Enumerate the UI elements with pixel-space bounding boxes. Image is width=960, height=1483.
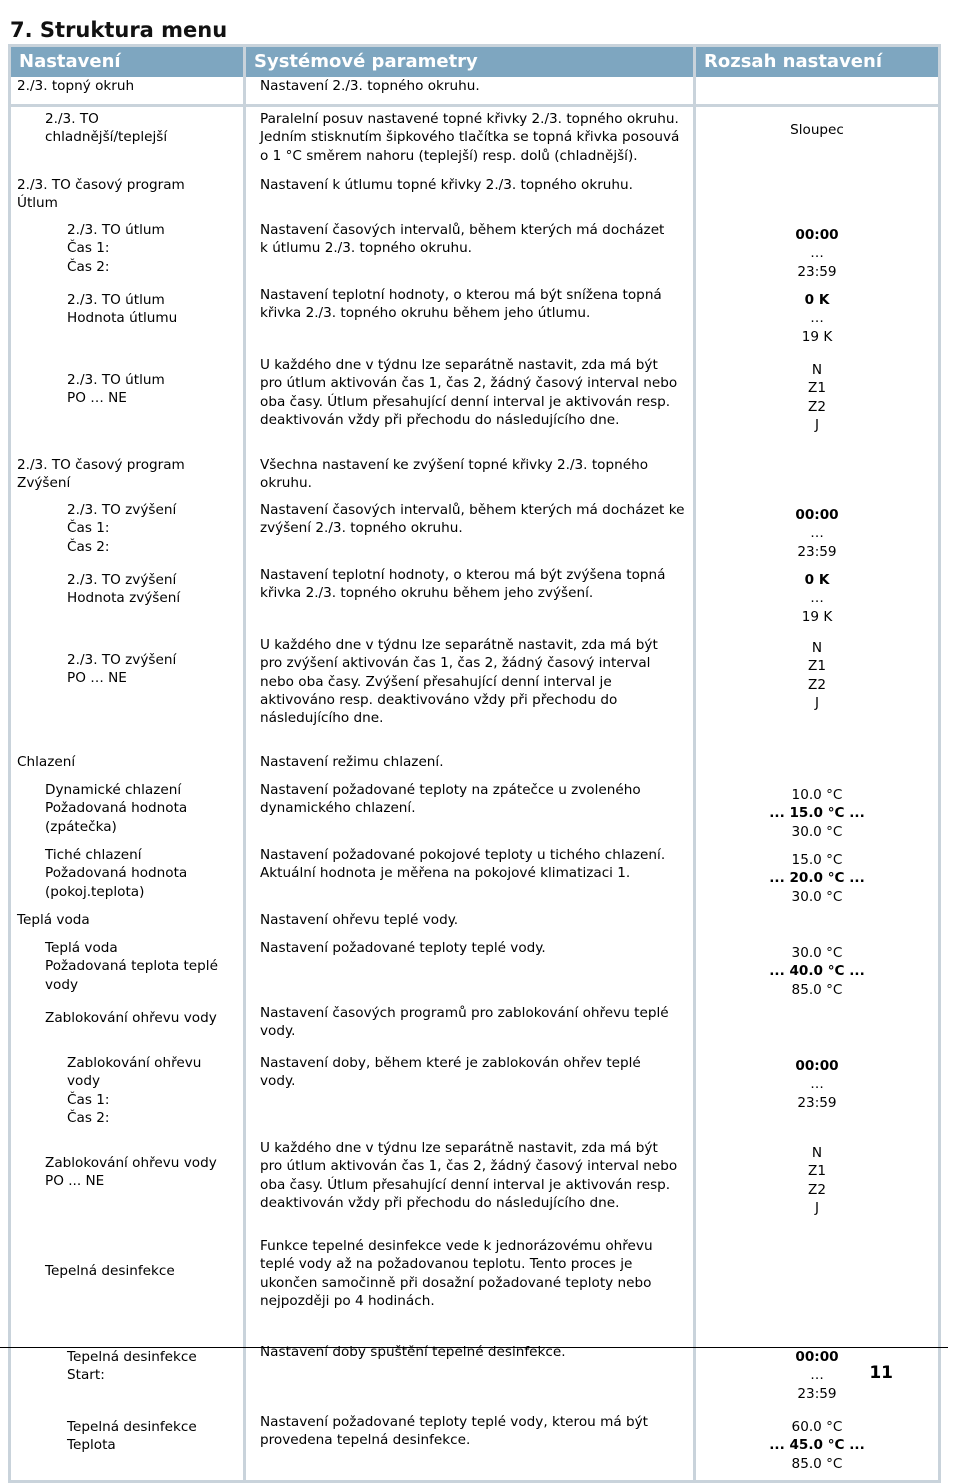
description-line: Nastavení 2./3. topného okruhu. bbox=[260, 78, 480, 94]
setting-cell bbox=[11, 936, 246, 1001]
range-cell bbox=[696, 1234, 938, 1340]
setting-cell bbox=[11, 750, 246, 778]
setting-label: Požadovaná hodnota bbox=[45, 865, 188, 882]
setting-label: 2./3. TO zvýšení bbox=[67, 502, 177, 518]
description-line: U každého dne v týdnu lze separátně nastavit, zda má být bbox=[260, 357, 658, 373]
parameter-description bbox=[246, 750, 696, 778]
description-line: teplé vody až na požadovanou teplotu. Tento proces je bbox=[260, 1256, 633, 1273]
description-line: Paralelní posuv nastavené topné křivky 2./3. topného okruhu. bbox=[260, 111, 679, 127]
table-row bbox=[11, 453, 938, 498]
description-line: nebo oba časy. Zvýšení přesahující denní interval je bbox=[260, 673, 612, 690]
setting-label: Teplota bbox=[67, 1437, 116, 1454]
description-line: oba časy. Útlum přesahující denní interval je aktivován resp. bbox=[260, 1176, 671, 1193]
description-line: ukončen samočinně při dosažní požadované teploty nebo bbox=[260, 1274, 652, 1291]
description-line: Aktuální hodnota je měřena na pokojové klimatizaci 1. bbox=[260, 865, 631, 882]
setting-label: Hodnota zvýšení bbox=[67, 590, 181, 607]
range-cell bbox=[696, 563, 938, 633]
description-line: Nastavení teplotní hodnoty, o kterou má být snížena topná bbox=[260, 287, 662, 303]
setting-cell bbox=[11, 1340, 246, 1410]
range-value: … bbox=[810, 245, 824, 262]
range-value: … bbox=[810, 590, 824, 607]
range-value: ... 15.0 °C ... bbox=[769, 805, 865, 822]
setting-label: chladnější/teplejší bbox=[45, 129, 168, 146]
setting-label: Teplá voda bbox=[45, 940, 118, 956]
parameter-description bbox=[246, 1136, 696, 1234]
table-row bbox=[11, 283, 938, 353]
table-row bbox=[11, 843, 938, 908]
setting-label: Požadovaná hodnota bbox=[45, 800, 188, 817]
description-line: deaktivován vždy při přechodu do následujícího dne. bbox=[260, 412, 620, 429]
setting-label: vody bbox=[67, 1073, 101, 1090]
description-line: Nastavení požadované teploty teplé vody, kterou má být bbox=[260, 1414, 648, 1430]
range-cell bbox=[696, 1136, 938, 1234]
setting-cell bbox=[11, 1001, 246, 1051]
description-line: vody. bbox=[260, 1073, 296, 1090]
description-line: pro útlum aktivován čas 1, čas 2, žádný časový interval nebo bbox=[260, 375, 678, 392]
range-value: N bbox=[811, 640, 823, 656]
setting-label: Zablokování ohřevu vody bbox=[45, 1010, 217, 1026]
range-cell bbox=[696, 218, 938, 283]
setting-label: Start: bbox=[67, 1367, 105, 1384]
setting-label: Zvýšení bbox=[17, 475, 71, 492]
range-value: 23:59 bbox=[797, 1385, 837, 1402]
range-value: … bbox=[810, 1076, 824, 1093]
range-value: 30.0 °C bbox=[791, 823, 843, 840]
range-value: Z1 bbox=[808, 380, 826, 397]
range-value: 00:00 bbox=[795, 227, 839, 243]
setting-cell bbox=[11, 77, 246, 107]
range-cell bbox=[696, 353, 938, 453]
description-line: Nastavení požadované pokojové teploty u tichého chlazení. bbox=[260, 847, 666, 863]
range-value: 23:59 bbox=[797, 543, 837, 560]
setting-label: Čas 1: bbox=[67, 1091, 110, 1108]
range-cell bbox=[696, 908, 938, 936]
parameter-description bbox=[246, 1051, 696, 1136]
setting-cell bbox=[11, 1234, 246, 1340]
range-cell bbox=[696, 633, 938, 750]
description-line: okruhu. bbox=[260, 475, 312, 492]
range-cell bbox=[696, 77, 938, 107]
setting-cell bbox=[11, 563, 246, 633]
setting-cell bbox=[11, 498, 246, 563]
setting-cell bbox=[11, 283, 246, 353]
table-row bbox=[11, 633, 938, 750]
setting-cell bbox=[11, 218, 246, 283]
setting-label: 2./3. TO bbox=[45, 111, 99, 127]
range-value: … bbox=[810, 525, 824, 542]
parameter-description bbox=[246, 843, 696, 908]
range-value: 0 K bbox=[804, 572, 830, 588]
range-cell bbox=[696, 498, 938, 563]
range-value: ... 40.0 °C ... bbox=[769, 963, 865, 980]
description-line: pro zvýšení aktivován čas 1, čas 2, žádný časový interval bbox=[260, 655, 651, 672]
table-row bbox=[11, 1136, 938, 1234]
range-value: … bbox=[810, 310, 824, 327]
setting-label: PO … NE bbox=[67, 390, 127, 407]
footer-rule bbox=[0, 1347, 948, 1348]
setting-cell bbox=[11, 173, 246, 218]
range-value: Z2 bbox=[808, 676, 826, 693]
range-value: 85.0 °C bbox=[791, 1455, 843, 1472]
table-row bbox=[11, 563, 938, 633]
parameter-description bbox=[246, 498, 696, 563]
range-value: 30.0 °C bbox=[791, 888, 843, 905]
parameter-description bbox=[246, 1001, 696, 1051]
setting-label: 2./3. TO útlum bbox=[67, 222, 165, 238]
setting-label: Tepelná desinfekce bbox=[67, 1419, 197, 1435]
description-line: dynamického chlazení. bbox=[260, 800, 416, 817]
range-cell bbox=[696, 843, 938, 908]
setting-cell bbox=[11, 353, 246, 453]
table-row bbox=[11, 1410, 938, 1480]
range-value: 10.0 °C bbox=[791, 787, 843, 803]
setting-cell bbox=[11, 1136, 246, 1234]
range-cell bbox=[696, 1051, 938, 1136]
range-cell bbox=[696, 936, 938, 1001]
range-cell bbox=[696, 107, 938, 173]
setting-cell bbox=[11, 1051, 246, 1136]
column-header-setting: Nastavení bbox=[11, 47, 246, 77]
setting-label: 2./3. TO zvýšení bbox=[67, 652, 177, 668]
setting-label: 2./3. TO časový program bbox=[17, 177, 185, 193]
setting-label: Zablokování ohřevu vody bbox=[45, 1155, 217, 1171]
column-header-parameters: Systémové parametry bbox=[246, 47, 696, 77]
description-line: Nastavení ohřevu teplé vody. bbox=[260, 912, 459, 928]
description-line: Nastavení doby, během které je zablokován ohřev teplé bbox=[260, 1055, 641, 1071]
table-row bbox=[11, 353, 938, 453]
setting-label: 2./3. TO útlum bbox=[67, 372, 165, 388]
range-value: Z2 bbox=[808, 1181, 826, 1198]
setting-label: PO ... NE bbox=[45, 1173, 105, 1190]
setting-label: Čas 2: bbox=[67, 538, 110, 555]
description-line: vody. bbox=[260, 1023, 296, 1040]
range-cell bbox=[696, 1340, 938, 1410]
table-row bbox=[11, 498, 938, 563]
parameter-description bbox=[246, 107, 696, 173]
table-row bbox=[11, 1234, 938, 1340]
table-row bbox=[11, 778, 938, 843]
parameter-description bbox=[246, 353, 696, 453]
parameter-description bbox=[246, 633, 696, 750]
description-line: Nastavení požadované teploty na zpátečce u zvoleného bbox=[260, 782, 641, 798]
parameter-description bbox=[246, 283, 696, 353]
description-line: oba časy. Útlum přesahující denní interval je aktivován resp. bbox=[260, 393, 671, 410]
setting-label: 2./3. topný okruh bbox=[17, 78, 135, 94]
description-line: o 1 °C směrem nahoru (teplejší) resp. dolů (chladnější). bbox=[260, 147, 638, 164]
setting-label: Chlazení bbox=[17, 754, 76, 770]
description-line: U každého dne v týdnu lze separátně nastavit, zda má být bbox=[260, 637, 658, 653]
setting-label: 2./3. TO útlum bbox=[67, 292, 165, 308]
range-value: N bbox=[811, 1145, 823, 1161]
description-line: U každého dne v týdnu lze separátně nastavit, zda má být bbox=[260, 1140, 658, 1156]
setting-label: Teplá voda bbox=[17, 912, 90, 928]
range-cell bbox=[696, 173, 938, 218]
parameter-description bbox=[246, 908, 696, 936]
description-line: Nastavení časových intervalů, během kterých má docházet ke bbox=[260, 502, 685, 518]
range-value: … bbox=[810, 1367, 824, 1384]
table-row bbox=[11, 908, 938, 936]
description-line: Nastavení k útlumu topné křivky 2./3. topného okruhu. bbox=[260, 177, 633, 193]
description-line: Nastavení časových programů pro zablokování ohřevu teplé bbox=[260, 1005, 669, 1021]
range-cell bbox=[696, 1410, 938, 1480]
parameter-description bbox=[246, 936, 696, 1001]
range-value: N bbox=[811, 362, 823, 378]
range-value: 15.0 °C bbox=[791, 852, 843, 868]
setting-cell bbox=[11, 633, 246, 750]
parameter-description bbox=[246, 1340, 696, 1410]
range-value: 19 K bbox=[801, 328, 833, 345]
table-row bbox=[11, 107, 938, 173]
setting-cell bbox=[11, 107, 246, 173]
setting-cell bbox=[11, 908, 246, 936]
setting-label: (zpátečka) bbox=[45, 818, 117, 835]
setting-cell bbox=[11, 843, 246, 908]
description-line: Nastavení teplotní hodnoty, o kterou má být zvýšena topná bbox=[260, 567, 666, 583]
table-row bbox=[11, 1340, 938, 1410]
range-value: Z1 bbox=[808, 658, 826, 675]
range-value: 00:00 bbox=[795, 1349, 839, 1365]
description-line: nejpozději po 4 hodinách. bbox=[260, 1293, 435, 1310]
setting-label: Tepelná desinfekce bbox=[45, 1263, 175, 1279]
table-row bbox=[11, 1001, 938, 1051]
setting-label: Čas 1: bbox=[67, 520, 110, 537]
range-cell bbox=[696, 283, 938, 353]
setting-label: PO … NE bbox=[67, 670, 127, 687]
range-cell bbox=[696, 778, 938, 843]
range-cell bbox=[696, 453, 938, 498]
setting-label: Tiché chlazení bbox=[45, 847, 142, 863]
parameter-description bbox=[246, 218, 696, 283]
description-line: následujícího dne. bbox=[260, 710, 384, 727]
table-row bbox=[11, 936, 938, 1001]
parameter-description bbox=[246, 563, 696, 633]
table-row bbox=[11, 173, 938, 218]
column-header-range: Rozsah nastavení bbox=[696, 47, 938, 77]
range-value: J bbox=[814, 417, 819, 434]
setting-label: Čas 1: bbox=[67, 240, 110, 257]
setting-label: Čas 2: bbox=[67, 258, 110, 275]
setting-label: Zablokování ohřevu bbox=[67, 1055, 202, 1071]
table-header-row bbox=[11, 47, 938, 77]
description-line: zvýšení 2./3. topného okruhu. bbox=[260, 520, 463, 537]
description-line: Nastavení požadované teploty teplé vody. bbox=[260, 940, 546, 956]
parameter-description bbox=[246, 1410, 696, 1480]
setting-cell bbox=[11, 1410, 246, 1480]
setting-label: 2./3. TO zvýšení bbox=[67, 572, 177, 588]
range-value: 00:00 bbox=[795, 507, 839, 523]
range-value: ... 45.0 °C ... bbox=[769, 1437, 865, 1454]
table-row bbox=[11, 750, 938, 778]
range-value: 60.0 °C bbox=[791, 1419, 843, 1435]
description-line: deaktivován vždy při přechodu do následujícího dne. bbox=[260, 1195, 620, 1212]
setting-cell bbox=[11, 453, 246, 498]
parameter-description bbox=[246, 453, 696, 498]
description-line: k útlumu 2./3. topného okruhu. bbox=[260, 240, 473, 257]
range-value: 0 K bbox=[804, 292, 830, 308]
description-line: křivka 2./3. topného okruhu během jeho zvýšení. bbox=[260, 585, 594, 602]
range-value: 19 K bbox=[801, 608, 833, 625]
setting-label: 2./3. TO časový program bbox=[17, 457, 185, 473]
description-line: křivka 2./3. topného okruhu během jeho útlumu. bbox=[260, 305, 591, 322]
range-value: Sloupec bbox=[790, 122, 844, 138]
menu-structure-table bbox=[8, 44, 941, 1483]
page-title: 7. Struktura menu bbox=[10, 18, 228, 42]
range-value: J bbox=[814, 695, 819, 712]
description-line: provedena tepelná desinfekce. bbox=[260, 1432, 471, 1449]
table-row bbox=[11, 218, 938, 283]
range-value: ... 20.0 °C ... bbox=[769, 870, 865, 887]
range-value: 23:59 bbox=[797, 1094, 837, 1111]
description-line: Nastavení režimu chlazení. bbox=[260, 754, 444, 770]
page-number: 11 bbox=[869, 1363, 893, 1383]
description-line: Nastavení časových intervalů, během kterých má docházet bbox=[260, 222, 665, 238]
parameter-description bbox=[246, 173, 696, 218]
parameter-description bbox=[246, 77, 696, 107]
description-line: Funkce tepelné desinfekce vede k jednorázovému ohřevu bbox=[260, 1238, 653, 1254]
setting-label: Požadovaná teplota teplé bbox=[45, 958, 218, 975]
setting-label: Dynamické chlazení bbox=[45, 782, 182, 798]
parameter-description bbox=[246, 1234, 696, 1340]
range-value: J bbox=[814, 1200, 819, 1217]
setting-label: (pokoj.teplota) bbox=[45, 883, 145, 900]
setting-label: Hodnota útlumu bbox=[67, 310, 178, 327]
table-row bbox=[11, 77, 938, 107]
range-value: 00:00 bbox=[795, 1058, 839, 1074]
setting-label: Útlum bbox=[17, 195, 58, 212]
description-line: aktivováno resp. deaktivováno vždy při přechodu do bbox=[260, 692, 618, 709]
range-cell bbox=[696, 1001, 938, 1051]
range-value: 23:59 bbox=[797, 263, 837, 280]
range-value: Z2 bbox=[808, 398, 826, 415]
range-value: Z1 bbox=[808, 1163, 826, 1180]
parameter-description bbox=[246, 778, 696, 843]
range-value: 30.0 °C bbox=[791, 945, 843, 961]
setting-label: Tepelná desinfekce bbox=[67, 1349, 197, 1365]
setting-cell bbox=[11, 778, 246, 843]
description-line: pro útlum aktivován čas 1, čas 2, žádný časový interval nebo bbox=[260, 1158, 678, 1175]
description-line: Nastavení doby spuštění tepelné desinfekce. bbox=[260, 1344, 566, 1360]
description-line: Všechna nastavení ke zvýšení topné křivky 2./3. topného bbox=[260, 457, 649, 473]
description-line: Jedním stisknutím šipkového tlačítka se topná křivka posouvá bbox=[260, 129, 680, 146]
table-row bbox=[11, 1051, 938, 1136]
setting-label: vody bbox=[45, 976, 79, 993]
range-cell bbox=[696, 750, 938, 778]
range-value: 85.0 °C bbox=[791, 981, 843, 998]
setting-label: Čas 2: bbox=[67, 1110, 110, 1127]
